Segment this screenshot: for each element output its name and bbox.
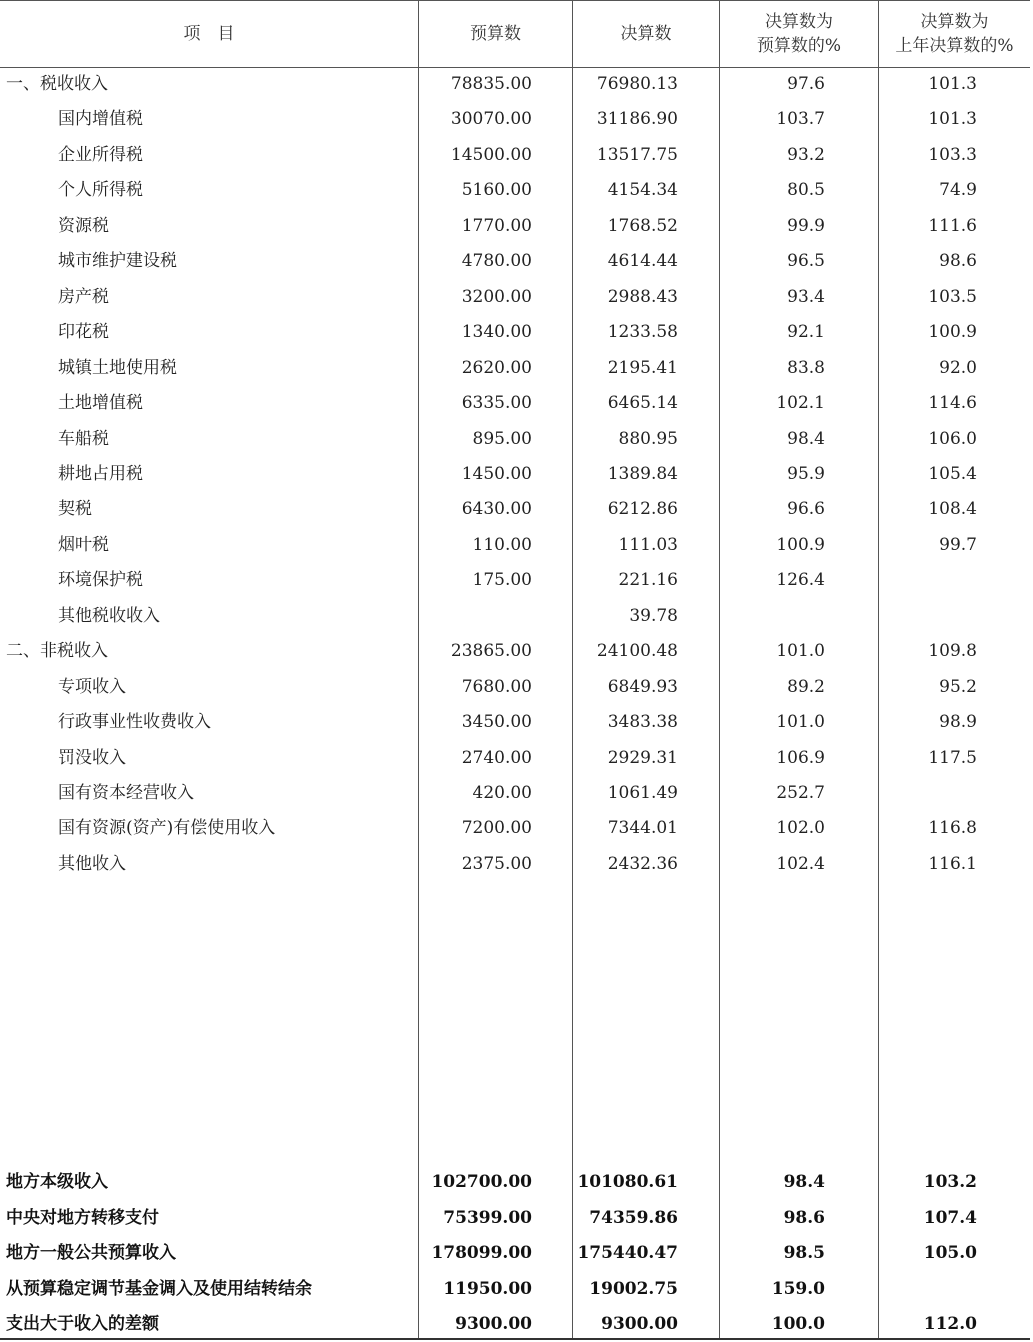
row-pct-last: 105.0 xyxy=(923,1243,977,1263)
row-item: 印花税 xyxy=(58,322,109,343)
row-pct-last: 101.3 xyxy=(928,74,977,94)
table-row xyxy=(0,1201,1030,1236)
row-item: 车船税 xyxy=(58,428,109,449)
row-pct-budget: 126.4 xyxy=(776,570,825,591)
table-row xyxy=(0,315,1030,350)
row-item: 国有资本经营收入 xyxy=(58,783,194,803)
table-row xyxy=(0,457,1030,492)
row-pct-budget: 102.1 xyxy=(776,393,825,414)
table-row xyxy=(0,1236,1030,1271)
row-budget: 5160.00 xyxy=(461,180,532,201)
row-final: 76980.13 xyxy=(596,74,678,94)
row-pct-budget: 99.9 xyxy=(787,215,825,236)
table-row xyxy=(0,67,1030,102)
row-pct-budget: 83.8 xyxy=(787,357,825,378)
row-budget: 110.00 xyxy=(472,534,532,555)
row-final: 31186.90 xyxy=(596,109,678,130)
row-pct-last: 101.3 xyxy=(928,109,977,130)
row-item: 契税 xyxy=(58,499,92,520)
row-item: 资源税 xyxy=(58,215,109,236)
row-final: 19002.75 xyxy=(589,1278,678,1299)
table-row xyxy=(0,102,1030,137)
row-pct-last: 100.9 xyxy=(928,322,977,343)
row-pct-last: 116.8 xyxy=(928,818,977,839)
table-row xyxy=(0,634,1030,669)
row-budget: 3450.00 xyxy=(461,712,532,733)
row-pct-budget: 159.0 xyxy=(771,1278,825,1299)
row-pct-budget: 96.6 xyxy=(787,499,825,520)
row-final: 7344.01 xyxy=(607,818,678,839)
row-budget: 14500.00 xyxy=(450,144,532,165)
table-row xyxy=(0,528,1030,563)
row-item: 城市维护建设税 xyxy=(58,251,177,272)
row-item: 其他税收收入 xyxy=(58,605,160,626)
table-row xyxy=(0,138,1030,173)
row-pct-last: 99.7 xyxy=(939,534,977,555)
row-budget: 7680.00 xyxy=(461,676,532,697)
row-item: 专项收入 xyxy=(58,676,126,697)
row-pct-budget: 89.2 xyxy=(787,676,825,697)
table-row xyxy=(0,173,1030,208)
row-final: 39.78 xyxy=(629,605,678,626)
row-final: 101080.61 xyxy=(577,1172,678,1192)
row-pct-budget: 102.4 xyxy=(776,853,825,874)
row-pct-budget: 98.4 xyxy=(783,1172,825,1192)
row-final: 880.95 xyxy=(618,428,678,449)
row-item: 烟叶税 xyxy=(58,534,109,555)
row-budget: 6335.00 xyxy=(461,393,532,414)
row-item: 地方本级收入 xyxy=(6,1172,108,1192)
row-item: 二、非税收入 xyxy=(6,641,108,662)
row-pct-budget: 252.7 xyxy=(776,783,825,803)
header-final: 决算数 xyxy=(620,24,672,44)
row-pct-last: 114.6 xyxy=(928,393,977,414)
row-item: 行政事业性收费收入 xyxy=(58,712,211,733)
row-pct-budget: 101.0 xyxy=(776,641,825,662)
row-item: 环境保护税 xyxy=(58,570,143,591)
header-pct-of-last-year: 决算数为 上年决算数的% xyxy=(895,12,1014,56)
row-pct-budget: 96.5 xyxy=(787,251,825,272)
row-final: 111.03 xyxy=(618,534,678,555)
row-pct-budget: 106.9 xyxy=(776,747,825,768)
row-budget: 2375.00 xyxy=(461,853,532,874)
row-pct-last: 108.4 xyxy=(928,499,977,520)
row-pct-last: 74.9 xyxy=(939,180,977,201)
row-final: 6212.86 xyxy=(607,499,678,520)
row-budget: 895.00 xyxy=(472,428,532,449)
header-budget: 预算数 xyxy=(470,24,521,44)
row-final: 6849.93 xyxy=(607,676,678,697)
row-pct-budget: 92.1 xyxy=(787,322,825,343)
table-row xyxy=(0,776,1030,811)
row-budget: 178099.00 xyxy=(431,1243,532,1263)
row-pct-budget: 97.6 xyxy=(787,74,825,94)
row-final: 9300.00 xyxy=(601,1314,678,1334)
row-pct-budget: 102.0 xyxy=(776,818,825,839)
row-item: 地方一般公共预算收入 xyxy=(6,1243,176,1263)
table-row xyxy=(0,811,1030,846)
table-row xyxy=(0,209,1030,244)
row-pct-budget: 93.2 xyxy=(787,144,825,165)
table-row xyxy=(0,244,1030,279)
header-item: 项 目 xyxy=(183,24,235,44)
row-pct-budget: 93.4 xyxy=(787,286,825,307)
row-pct-budget: 100.9 xyxy=(776,534,825,555)
row-pct-last: 103.2 xyxy=(923,1172,977,1192)
table-row xyxy=(0,563,1030,598)
row-pct-budget: 95.9 xyxy=(787,463,825,484)
row-pct-last: 116.1 xyxy=(928,853,977,874)
table-row xyxy=(0,741,1030,776)
row-budget: 2740.00 xyxy=(461,747,532,768)
row-item: 房产税 xyxy=(58,286,109,307)
table-row xyxy=(0,599,1030,634)
row-final: 221.16 xyxy=(618,570,678,591)
row-pct-last: 106.0 xyxy=(928,428,977,449)
row-item: 土地增值税 xyxy=(58,393,143,414)
row-final: 2988.43 xyxy=(607,286,678,307)
table-row xyxy=(0,670,1030,705)
table-row xyxy=(0,1307,1030,1342)
row-budget: 420.00 xyxy=(472,783,532,803)
row-pct-last: 103.3 xyxy=(928,144,977,165)
row-budget: 30070.00 xyxy=(450,109,532,130)
row-budget: 1770.00 xyxy=(461,215,532,236)
row-budget: 75399.00 xyxy=(443,1207,532,1228)
row-item: 中央对地方转移支付 xyxy=(6,1207,159,1228)
row-pct-budget: 103.7 xyxy=(776,109,825,130)
row-item: 个人所得税 xyxy=(58,180,143,201)
row-budget: 102700.00 xyxy=(431,1172,532,1192)
row-pct-last: 103.5 xyxy=(928,286,977,307)
row-pct-last: 98.9 xyxy=(939,712,977,733)
table-row xyxy=(0,422,1030,457)
table-row xyxy=(0,847,1030,882)
row-budget: 1340.00 xyxy=(461,322,532,343)
table-row xyxy=(0,351,1030,386)
row-budget: 3200.00 xyxy=(461,286,532,307)
row-item: 国有资源(资产)有偿使用收入 xyxy=(58,818,276,839)
row-budget: 6430.00 xyxy=(461,499,532,520)
row-item: 其他收入 xyxy=(58,853,126,874)
row-pct-budget: 100.0 xyxy=(771,1314,825,1334)
row-pct-budget: 80.5 xyxy=(787,180,825,201)
row-final: 24100.48 xyxy=(596,641,678,662)
row-budget: 4780.00 xyxy=(461,251,532,272)
row-item: 企业所得税 xyxy=(58,144,143,165)
row-pct-last: 109.8 xyxy=(928,641,977,662)
header-pct-of-budget: 决算数为 预算数的% xyxy=(756,12,842,56)
row-budget: 9300.00 xyxy=(455,1314,532,1334)
row-pct-budget: 98.4 xyxy=(787,428,825,449)
table-row xyxy=(0,1165,1030,1200)
table-row xyxy=(0,280,1030,315)
row-pct-last: 98.6 xyxy=(939,251,977,272)
row-budget: 78835.00 xyxy=(450,74,532,94)
row-item: 城镇土地使用税 xyxy=(58,357,177,378)
row-pct-last: 95.2 xyxy=(939,676,977,697)
row-budget: 1450.00 xyxy=(461,463,532,484)
row-pct-last: 107.4 xyxy=(923,1207,977,1228)
row-final: 175440.47 xyxy=(577,1243,678,1263)
row-final: 2195.41 xyxy=(607,357,678,378)
table-row xyxy=(0,386,1030,421)
row-budget: 23865.00 xyxy=(450,641,532,662)
row-final: 2432.36 xyxy=(607,853,678,874)
table-row xyxy=(0,492,1030,527)
row-pct-last: 105.4 xyxy=(928,463,977,484)
row-item: 耕地占用税 xyxy=(58,463,143,484)
row-final: 74359.86 xyxy=(589,1207,678,1228)
row-final: 4614.44 xyxy=(607,251,678,272)
row-final: 1061.49 xyxy=(607,783,678,803)
row-final: 4154.34 xyxy=(607,180,678,201)
row-final: 1768.52 xyxy=(607,215,678,236)
row-item: 国内增值税 xyxy=(58,109,143,130)
row-item: 一、税收收入 xyxy=(6,74,108,94)
row-final: 3483.38 xyxy=(607,712,678,733)
row-budget: 2620.00 xyxy=(461,357,532,378)
table-row xyxy=(0,705,1030,740)
row-pct-budget: 98.6 xyxy=(783,1207,825,1228)
row-final: 6465.14 xyxy=(607,393,678,414)
row-pct-last: 92.0 xyxy=(939,357,977,378)
row-final: 2929.31 xyxy=(607,747,678,768)
table-row xyxy=(0,1272,1030,1307)
row-final: 13517.75 xyxy=(596,144,678,165)
row-pct-last: 112.0 xyxy=(923,1314,977,1334)
row-item: 罚没收入 xyxy=(58,747,126,768)
row-pct-budget: 101.0 xyxy=(776,712,825,733)
row-pct-last: 117.5 xyxy=(928,747,977,768)
row-item: 从预算稳定调节基金调入及使用结转结余 xyxy=(6,1278,312,1299)
row-pct-last: 111.6 xyxy=(928,215,977,236)
row-budget: 11950.00 xyxy=(443,1278,532,1299)
row-item: 支出大于收入的差额 xyxy=(6,1314,159,1334)
row-budget: 175.00 xyxy=(472,570,532,591)
row-budget: 7200.00 xyxy=(461,818,532,839)
row-final: 1389.84 xyxy=(607,463,678,484)
row-pct-budget: 98.5 xyxy=(783,1243,825,1263)
row-final: 1233.58 xyxy=(607,322,678,343)
